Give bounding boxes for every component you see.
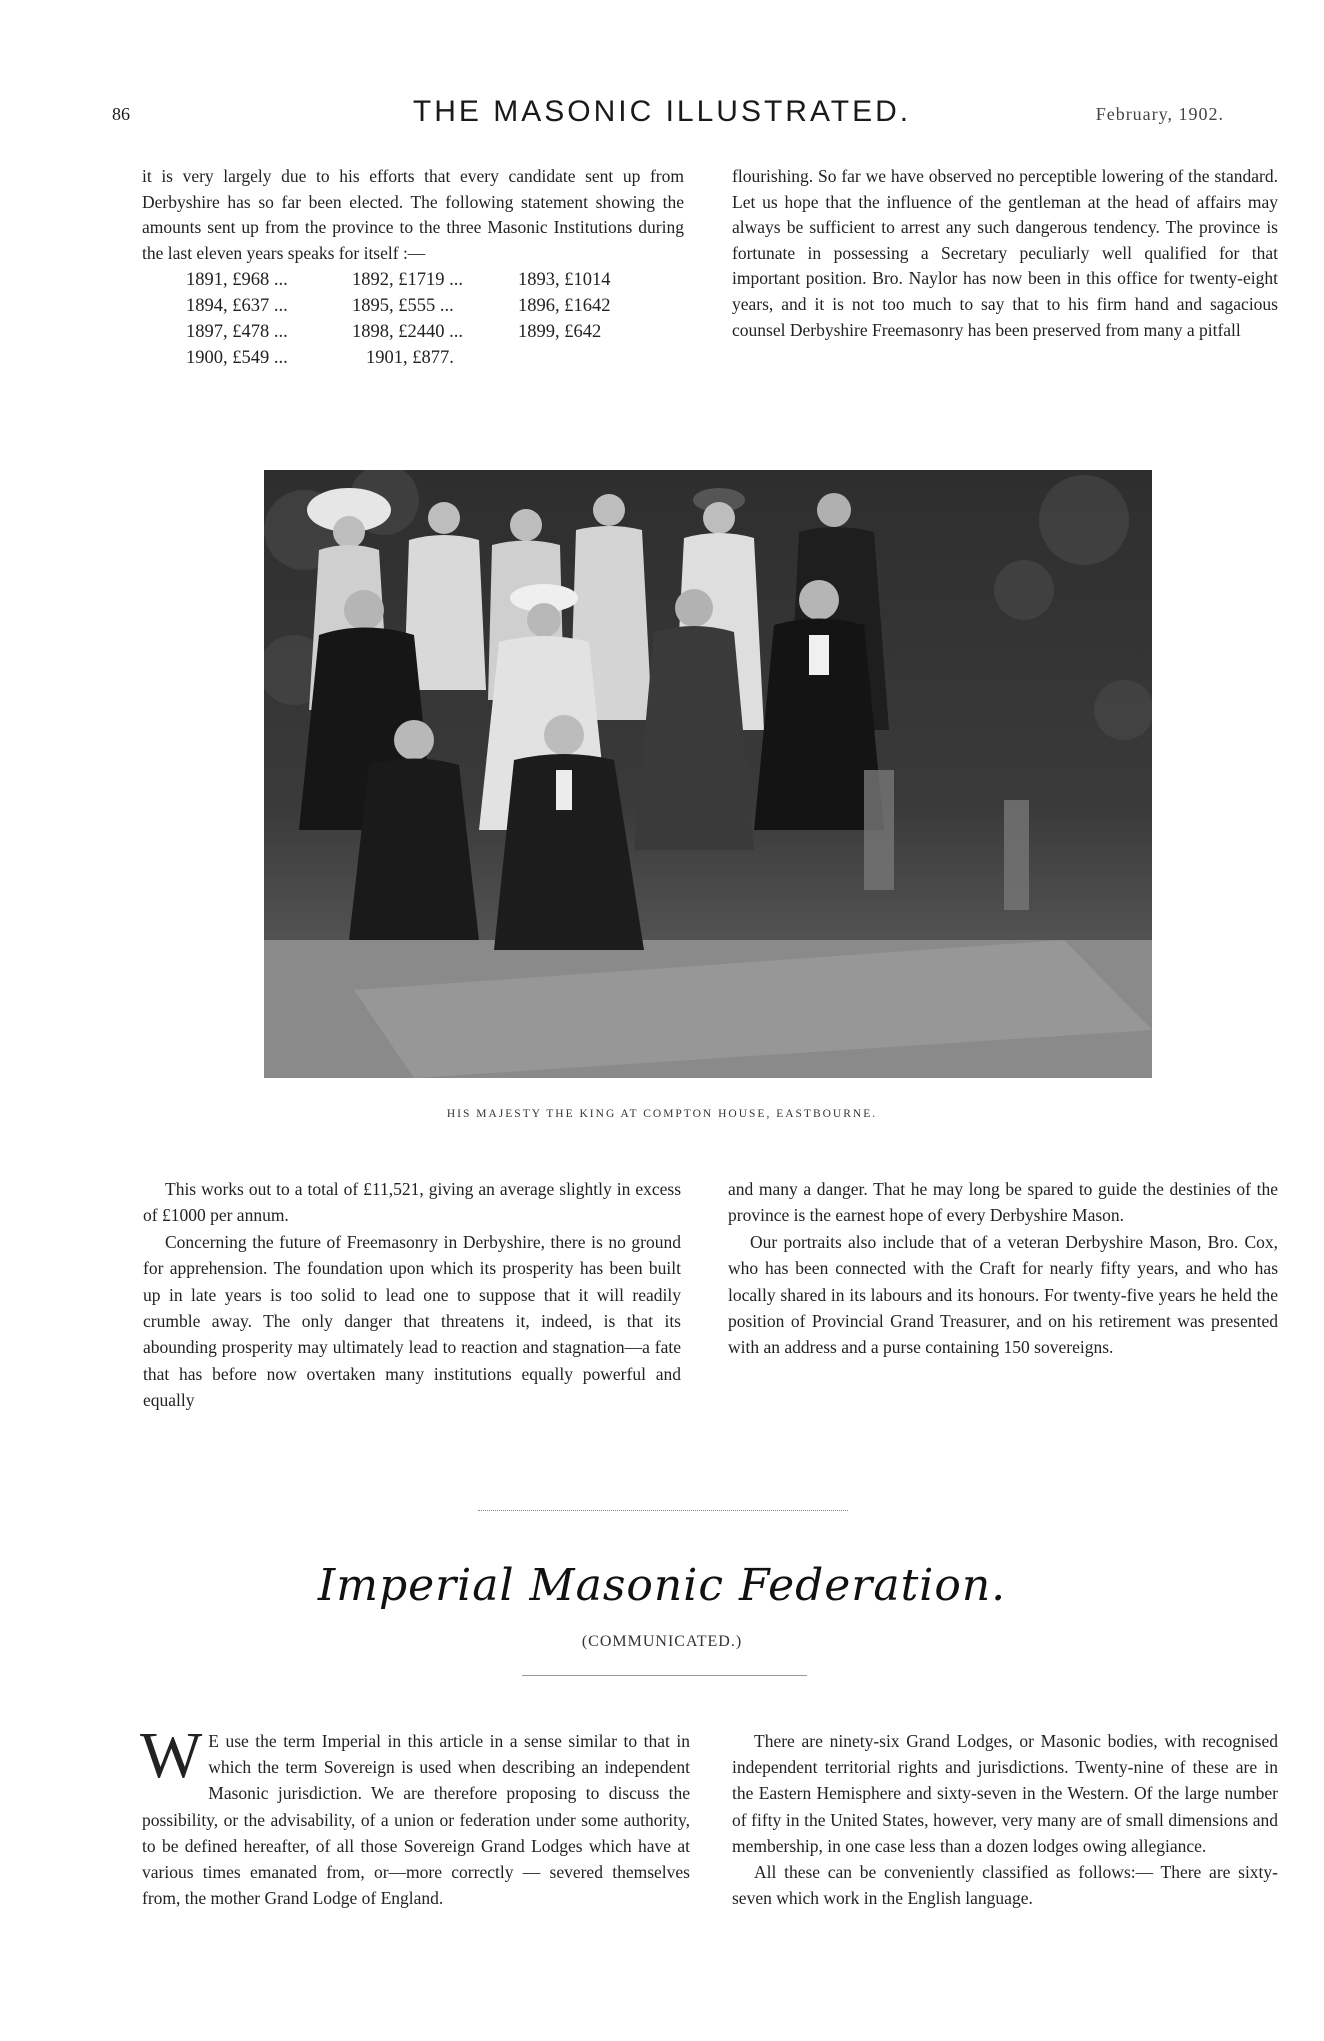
article-right-paragraph-1: There are ninety-six Grand Lodges, or Masonic bodies, with recognised independent territorial rights and jurisdictions. Twenty-nine of these are in the Eastern Hemisphere and sixty-seven in the Western. Of the large number of fifty in the United States, however, very many are of small dimensions and membership, in one case less than a dozen lodges owing allegiance. — [732, 1731, 1278, 1856]
middle-left-column — [143, 1176, 681, 1414]
group-photograph — [264, 470, 1152, 1078]
article-right-column — [732, 1728, 1278, 1911]
title-underline — [522, 1675, 807, 1676]
issue-date: February, 1902. — [1095, 104, 1224, 124]
article-left-text: E use the term Imperial in this article in a sense similar to that in which the term Sovereign is used when describing an independent Masonic jurisdiction. We are therefore proposing to discuss the possibility, or the advisability, of a union or federation under some authority, to be defined hereafter, of all those Sovereign Grand Lodges which have at various times emanated from, or—more correctly — severed themselves from, the mother Grand Lodge of England. — [142, 1731, 690, 1909]
amount-cell: 1894, £637 ... — [186, 296, 288, 317]
amount-cell: 1900, £549 ... — [186, 348, 288, 369]
section-divider — [478, 1510, 848, 1511]
amount-cell: 1895, £555 ... — [352, 296, 454, 317]
upper-left-paragraph: it is very largely due to his efforts that every candidate sent up from Derbyshire has so far been elected. The following statement showing the amounts sent up from the province to the three Masonic Institutions during the last eleven years speaks for itself :— — [142, 166, 684, 263]
amount-row — [186, 345, 684, 371]
middle-right-column — [728, 1176, 1278, 1361]
masthead-title: THE MASONIC ILLUSTRATED. — [412, 95, 912, 128]
amount-cell: 1898, £2440 ... — [352, 322, 463, 343]
upper-right-paragraph: flourishing. So far we have observed no perceptible lowering of the standard. Let us hope that the influence of the gentleman at the head of affairs may always be sufficient to arrest any such dangerous tendency. The province is fortunate in possessing a Secretary peculiarly well qualified for that important position. Bro. Naylor has now been in this office for twenty-eight years, and it is not too much to say that to his firm hand and sagacious counsel Derbyshire Freemasonry has been preserved from many a pitfall — [732, 166, 1278, 340]
article-subtitle: (COMMUNICATED.) — [581, 1633, 743, 1650]
amount-row — [186, 319, 684, 345]
middle-left-paragraph-2: Concerning the future of Freemasonry in Derbyshire, there is no ground for apprehension. The foundation upon which its prosperity has been built up in late years is too solid to lead one to suppose that it will readily crumble away. The only danger that threatens it, indeed, is that its abounding prosperity may ultimately lead to reaction and stagnation—a fate that has before now overtaken many institutions equally powerful and equally — [143, 1231, 681, 1411]
amount-cell: 1897, £478 ... — [186, 322, 288, 343]
upper-right-column — [732, 164, 1278, 343]
article-left-column — [140, 1719, 690, 1911]
amount-cell: 1896, £1642 — [518, 296, 611, 317]
group-photograph-image — [264, 470, 1152, 1078]
upper-left-column — [142, 164, 684, 371]
amount-cell: 1899, £642 — [518, 322, 602, 343]
article-left-paragraph — [140, 1719, 690, 1911]
amount-cell: 1892, £1719 ... — [352, 270, 463, 291]
amount-cell: 1901, £877. — [366, 348, 454, 369]
page-number: 86 — [112, 104, 130, 124]
middle-right-paragraph-2: Our portraits also include that of a veteran Derbyshire Mason, Bro. Cox, who has been connected with the Craft for nearly fifty years, and who has locally shared in its labours and its honours. For twenty-five years he held the position of Provincial Grand Treasurer, and on his retirement was presented with an address and a purse containing 150 sovereigns. — [728, 1231, 1278, 1358]
amount-cell: 1891, £968 ... — [186, 270, 288, 291]
middle-left-paragraph-1: This works out to a total of £11,521, giving an average slightly in excess of £1000 per annum. — [143, 1179, 681, 1226]
article-right-paragraph-2: All these can be conveniently classified as follows:— There are sixty-seven which work in the English language. — [732, 1862, 1278, 1909]
amount-row — [186, 293, 684, 319]
amount-cell: 1893, £1014 — [518, 270, 611, 291]
amounts-table — [186, 267, 684, 371]
amount-row — [186, 267, 684, 293]
photo-caption: HIS MAJESTY THE KING AT COMPTON HOUSE, EASTBOURNE. — [446, 1108, 878, 1120]
article-title: Imperial Masonic Federation. — [317, 1560, 1007, 1611]
drop-cap: W — [140, 1719, 203, 1792]
middle-right-paragraph-1: and many a danger. That he may long be spared to guide the destinies of the province is the earnest hope of every Derbyshire Mason. — [728, 1179, 1278, 1226]
